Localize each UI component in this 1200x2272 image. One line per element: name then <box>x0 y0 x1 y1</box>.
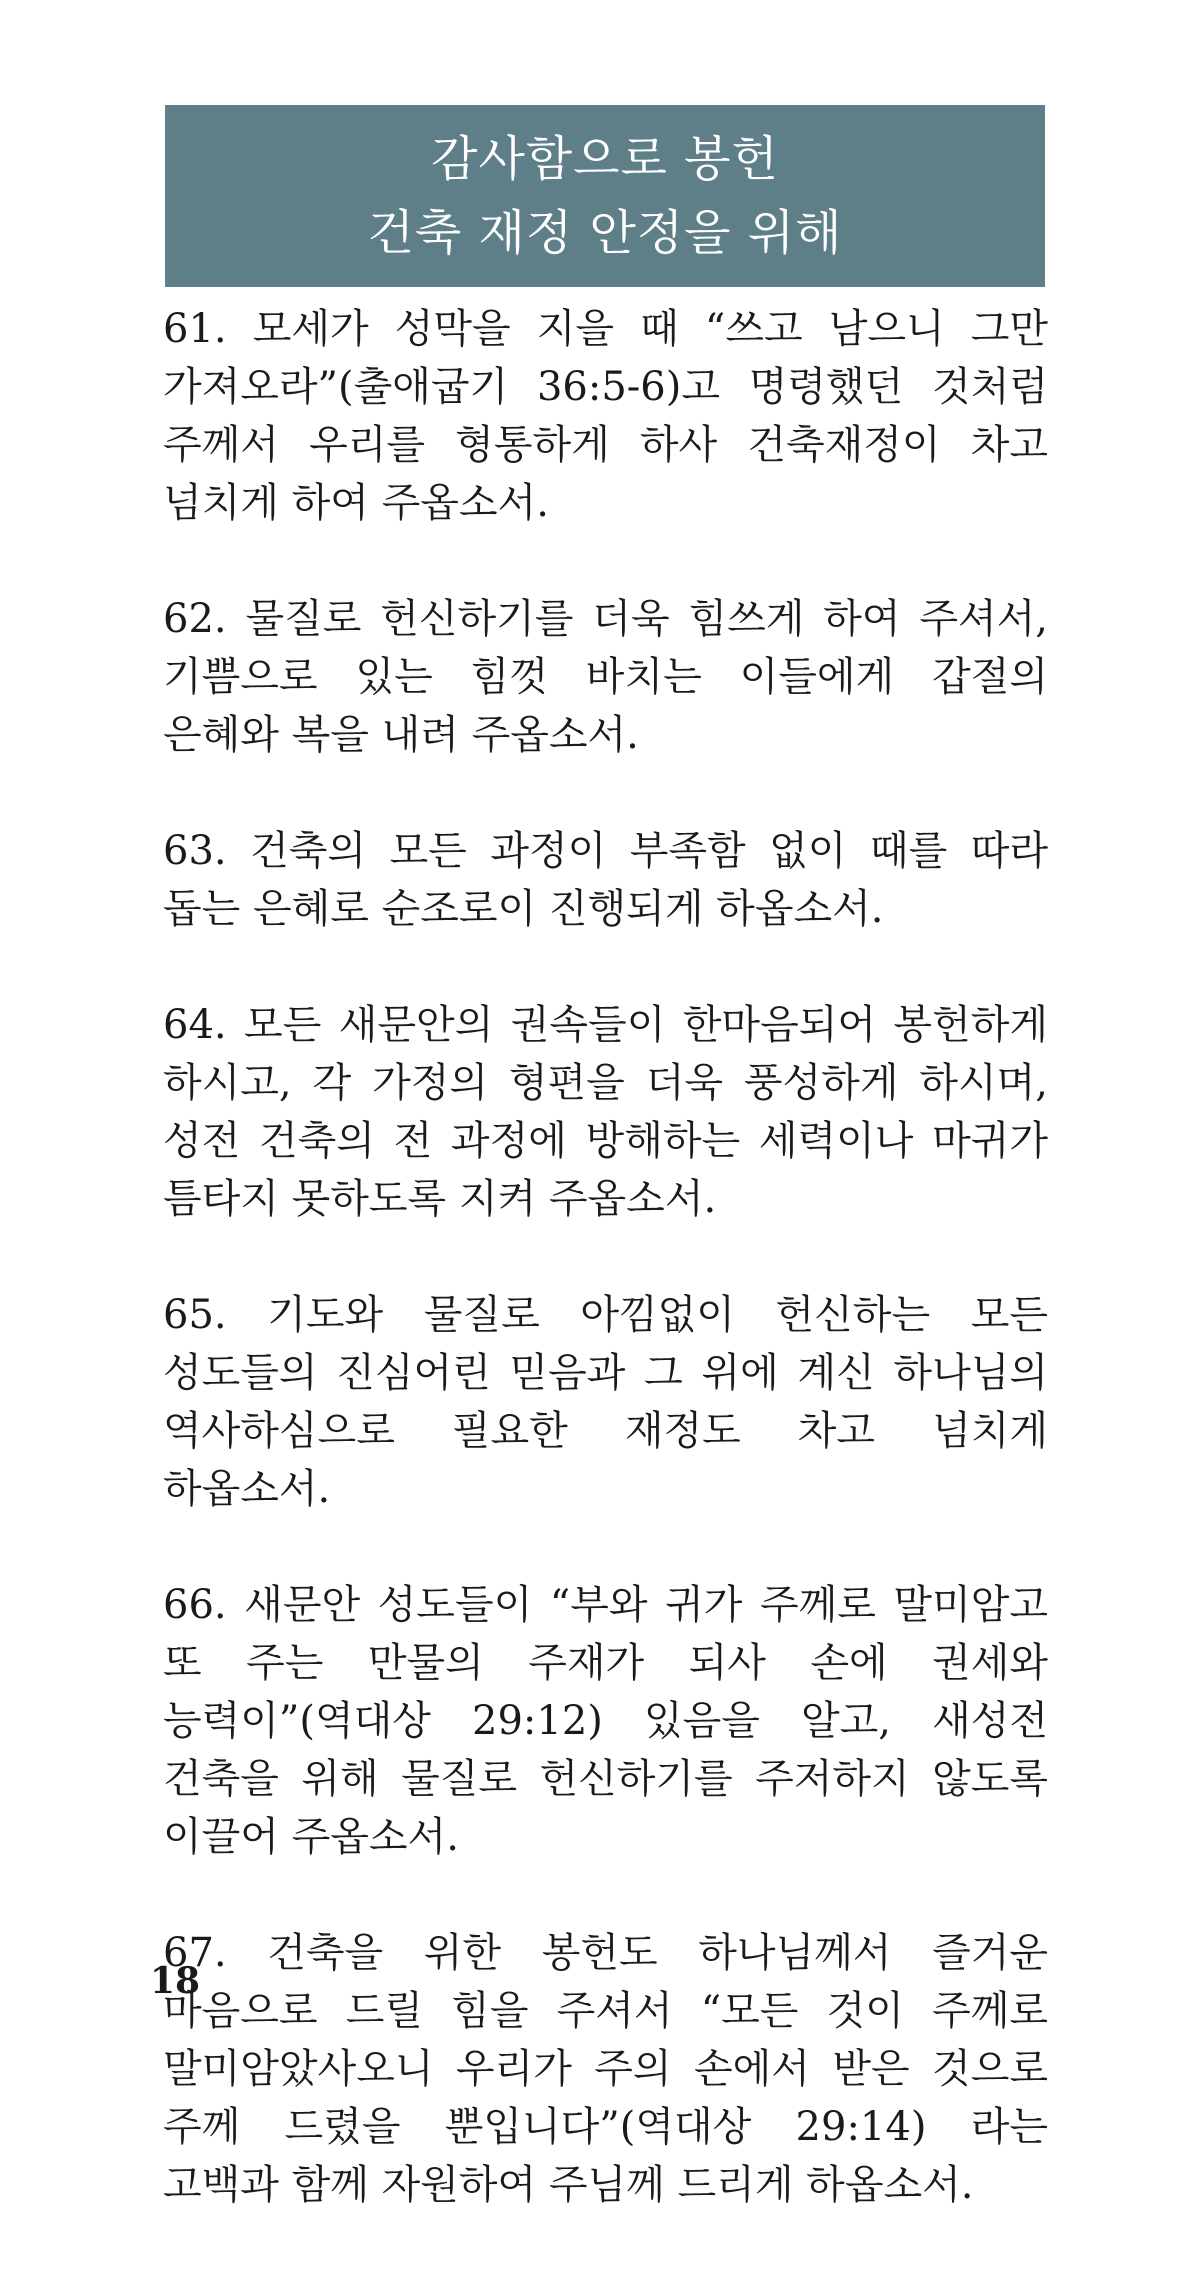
prayer-item-67: 67. 건축을 위한 봉헌도 하나님께서 즐거운 마음으로 드릴 힘을 주셔서 “모든 것이 주께로 말미암았사오니 우리가 주의 손에서 받은 것으로 주께 드렸을 뿐입니다”(역대상 29:14) 라는 고백과 함께 자원하여 주님께 드리게 하옵소서. <box>163 1930 1048 2208</box>
prayer-item-65: 65. 기도와 물질로 아낌없이 헌신하는 모든 성도들의 진심어린 믿음과 그 위에 계신 하나님의 역사하심으로 필요한 재정도 차고 넘치게 하옵소서. <box>163 1292 1048 1512</box>
section-header <box>165 105 1045 287</box>
prayer-list <box>163 300 1048 2272</box>
prayer-item-66: 66. 새문안 성도들이 “부와 귀가 주께로 말미암고 또 주는 만물의 주재가 되사 손에 권세와 능력이”(역대상 29:12) 있음을 알고, 새성전 건축을 위해 물질로 헌신하기를 주저하지 않도록 이끌어 주옵소서. <box>163 1582 1048 1860</box>
page-number: 18 <box>150 1960 201 2002</box>
prayer-item-62: 62. 물질로 헌신하기를 더욱 힘쓰게 하여 주셔서, 기쁨으로 있는 힘껏 바치는 이들에게 갑절의 은혜와 복을 내려 주옵소서. <box>163 596 1048 758</box>
prayer-item-64: 64. 모든 새문안의 권속들이 한마음되어 봉헌하게 하시고, 각 가정의 형편을 더욱 풍성하게 하시며, 성전 건축의 전 과정에 방해하는 세력이나 마귀가 틈타지 못하도록 지켜 주옵소서. <box>163 1002 1048 1222</box>
prayer-item-63: 63. 건축의 모든 과정이 부족함 없이 때를 따라 돕는 은혜로 순조로이 진행되게 하옵소서. <box>163 828 1048 932</box>
header-title-line-2: 건축 재정 안정을 위해 <box>367 205 843 261</box>
header-title-line-1: 감사함으로 봉헌 <box>431 131 779 187</box>
prayer-item-61: 61. 모세가 성막을 지을 때 “쓰고 남으니 그만 가져오라”(출애굽기 36:5-6)고 명령했던 것처럼 주께서 우리를 형통하게 하사 건축재정이 차고 넘치게 하여 주옵소서. <box>163 306 1048 526</box>
